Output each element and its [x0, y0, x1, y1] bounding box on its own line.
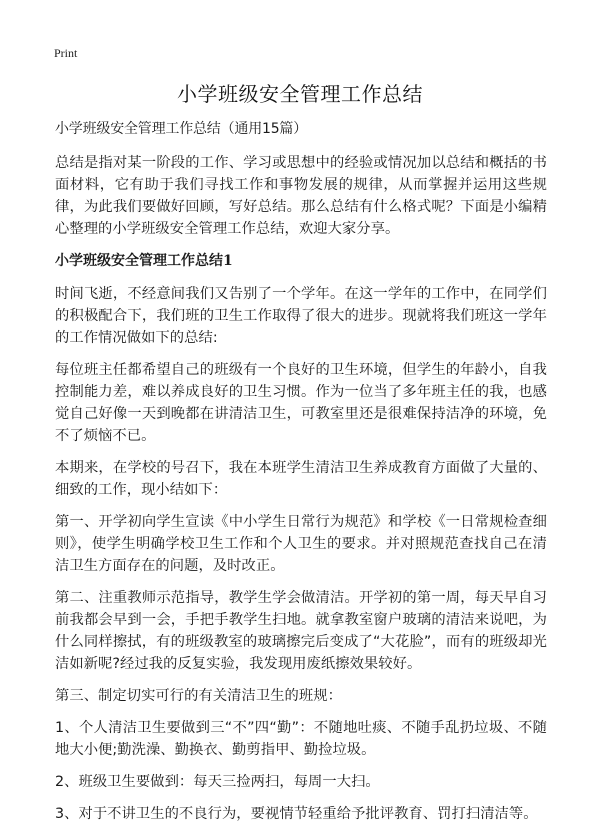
paragraph: 第一、开学初向学生宣读《中小学生日常行为规范》和学校《一日常规检查细则》，使学生明确学校卫生工作和个人卫生的要求。并对照规范查找自己在清洁卫生方面存在的问题，及时改正。	[55, 514, 547, 574]
document-body	[55, 118, 547, 835]
paragraph: 每位班主任都希望自己的班级有一个良好的卫生环境，但学生的年龄小，自我控制能力差，难以养成良好的卫生习惯。作为一位当了多年班主任的我，也感觉自己好像一天到晚都在讲清洁卫生，可教室里还是很难保持洁净的环境，免不了烦恼不已。	[55, 362, 547, 444]
paragraph: 第二、注重教师示范指导，教学生学会做清洁。开学初的第一周，每天早自习前我都会早到一会，手把手教学生扫地。就拿教室窗户玻璃的清洁来说吧，为什么同样擦拭，有的班级教室的玻璃擦完后变成了“大花脸”，而有的班级却光洁如新呢?经过我的反复实验，我发现用废纸擦效果较好。	[55, 590, 547, 672]
document-subtitle: 小学班级安全管理工作总结（通用15篇）	[55, 121, 308, 137]
list-item: 2、班级卫生要做到：每天三捡两扫，每周一大扫。	[55, 774, 380, 790]
paragraph: 第三、制定切实可行的有关清洁卫生的班规：	[55, 688, 342, 704]
paragraph: 本期来，在学校的号召下，我在本班学生清洁卫生养成教育方面做了大量的、细致的工作，现小结如下：	[55, 460, 547, 498]
page-title: 小学班级安全管理工作总结	[177, 82, 423, 106]
print-label[interactable]: Print	[54, 46, 78, 60]
list-item: 3、对于不讲卫生的不良行为，要视情节轻重给予批评教育、罚打扫清洁等。	[55, 806, 538, 822]
intro-paragraph: 总结是指对某一阶段的工作、学习或思想中的经验或情况加以总结和概括的书面材料，它有助于我们寻找工作和事物发展的规律，从而掌握并运用这些规律，为此我们要做好回顾，写好总结。那么总结有什么格式呢？下面是小编精心整理的小学班级安全管理工作总结，欢迎大家分享。	[55, 155, 547, 237]
section-heading: 小学班级安全管理工作总结1	[55, 253, 233, 269]
list-item: 1、个人清洁卫生要做到三“不”四“勤”：不随地吐痰、不随手乱扔垃圾、不随地大小便;勤洗澡、勤换衣、勤剪指甲、勤捡垃圾。	[55, 720, 547, 758]
paragraph: 时间飞逝，不经意间我们又告别了一个学年。在这一学年的工作中，在同学们的积极配合下，我们班的卫生工作取得了很大的进步。现就将我们班这一学年的工作情况做如下的总结:	[55, 286, 547, 346]
